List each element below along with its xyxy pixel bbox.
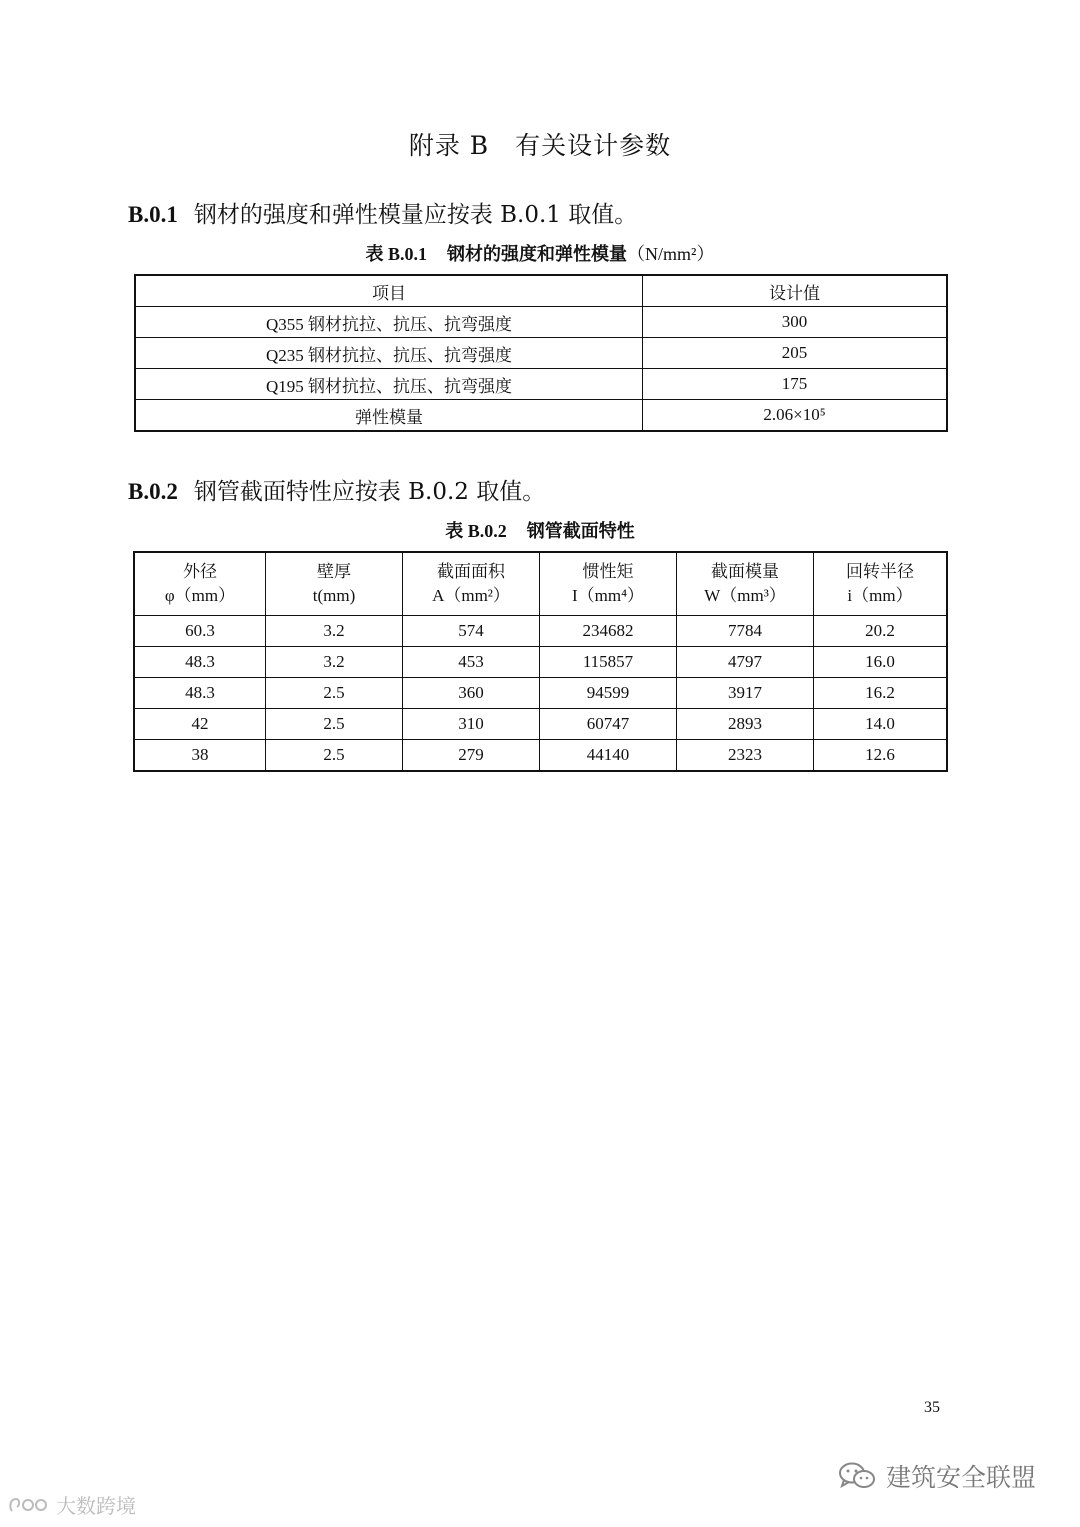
table-cell: 48.3 — [134, 647, 266, 678]
table-cell: 2.06×10⁵ — [643, 400, 948, 432]
table-cell: Q235 钢材抗拉、抗压、抗弯强度 — [135, 338, 643, 369]
header-name: 惯性矩 — [582, 562, 634, 581]
table-row — [135, 338, 947, 369]
header-unit: I（mm⁴） — [571, 586, 645, 605]
table-b02 — [133, 551, 948, 772]
header-unit: A（mm²） — [432, 586, 510, 605]
table-cell: 4797 — [677, 647, 814, 678]
table-cell: Q195 钢材抗拉、抗压、抗弯强度 — [135, 369, 643, 400]
section-text: 钢管截面特性应按表 B.0.2 取值。 — [193, 479, 546, 505]
header-unit: i（mm） — [847, 586, 913, 605]
table-cell: 弹性模量 — [135, 400, 643, 432]
header-cell — [677, 552, 814, 616]
table-cell: 44140 — [540, 740, 677, 772]
table-cell: 300 — [643, 307, 948, 338]
table-cell: 42 — [134, 709, 266, 740]
logo-icon — [8, 1495, 50, 1515]
table-row — [135, 369, 947, 400]
table-cell: 3.2 — [266, 616, 403, 647]
section-text: 钢材的强度和弹性模量应按表 B.0.1 取值。 — [193, 202, 638, 228]
header-unit: t(mm) — [312, 586, 356, 605]
caption-unit: （N/mm²） — [627, 244, 715, 264]
table-cell: 115857 — [540, 647, 677, 678]
table-b02-caption — [0, 517, 1080, 543]
table-cell: 2.5 — [266, 740, 403, 772]
section-number: B.0.1 — [128, 202, 178, 227]
table-b01 — [134, 274, 948, 432]
table-cell: 310 — [403, 709, 540, 740]
header-name: 外径 — [183, 562, 217, 581]
table-cell: 60747 — [540, 709, 677, 740]
table-cell: 94599 — [540, 678, 677, 709]
table-cell: 3.2 — [266, 647, 403, 678]
table-cell: 16.0 — [814, 647, 948, 678]
header-name: 回转半径 — [846, 562, 914, 581]
table-cell: 574 — [403, 616, 540, 647]
header-name: 壁厚 — [317, 562, 351, 581]
header-cell — [540, 552, 677, 616]
caption-title: 钢材的强度和弹性模量 — [447, 244, 628, 265]
table-cell: 14.0 — [814, 709, 948, 740]
table-cell: 12.6 — [814, 740, 948, 772]
caption-title: 钢管截面特性 — [526, 521, 635, 542]
table-row — [135, 307, 947, 338]
watermark-right — [838, 1458, 1036, 1494]
table-cell: 360 — [403, 678, 540, 709]
table-row — [134, 709, 947, 740]
table-row — [134, 647, 947, 678]
table-b01-caption — [0, 240, 1080, 266]
wechat-icon — [838, 1461, 876, 1491]
watermark-left — [8, 1490, 136, 1519]
table-cell: 48.3 — [134, 678, 266, 709]
table-cell: 2.5 — [266, 678, 403, 709]
header-unit: W（mm³） — [704, 586, 786, 605]
header-unit: φ（mm） — [164, 586, 236, 605]
section-number: B.0.2 — [128, 479, 178, 504]
caption-number: 表 B.0.1 — [365, 244, 428, 264]
table-cell: 60.3 — [134, 616, 266, 647]
table-cell: Q355 钢材抗拉、抗压、抗弯强度 — [135, 307, 643, 338]
header-name: 截面模量 — [711, 562, 779, 581]
table-row — [135, 400, 947, 432]
table-cell: 3917 — [677, 678, 814, 709]
header-cell — [266, 552, 403, 616]
page-number: 35 — [924, 1399, 940, 1416]
header-cell — [403, 552, 540, 616]
table-cell: 279 — [403, 740, 540, 772]
table-cell: 7784 — [677, 616, 814, 647]
table-header-row — [134, 552, 947, 616]
watermark-left-text: 大数跨境 — [56, 1494, 136, 1518]
header-cell: 项目 — [135, 275, 643, 307]
table-row — [134, 678, 947, 709]
table-cell: 2.5 — [266, 709, 403, 740]
section-b02-heading — [128, 473, 545, 506]
table-row — [134, 740, 947, 772]
table-cell: 38 — [134, 740, 266, 772]
table-cell: 175 — [643, 369, 948, 400]
table-cell: 205 — [643, 338, 948, 369]
table-cell: 20.2 — [814, 616, 948, 647]
header-cell: 设计值 — [643, 275, 948, 307]
section-b01-heading — [128, 196, 637, 229]
header-cell — [814, 552, 948, 616]
table-cell: 453 — [403, 647, 540, 678]
header-cell — [134, 552, 266, 616]
table-row — [134, 616, 947, 647]
table-header-row — [135, 275, 947, 307]
caption-number: 表 B.0.2 — [445, 521, 507, 541]
table-cell: 234682 — [540, 616, 677, 647]
appendix-title: 附录 B 有关设计参数 — [408, 131, 672, 160]
table-cell: 2893 — [677, 709, 814, 740]
watermark-right-text: 建筑安全联盟 — [886, 1463, 1037, 1492]
table-cell: 16.2 — [814, 678, 948, 709]
header-name: 截面面积 — [437, 562, 505, 581]
table-cell: 2323 — [677, 740, 814, 772]
